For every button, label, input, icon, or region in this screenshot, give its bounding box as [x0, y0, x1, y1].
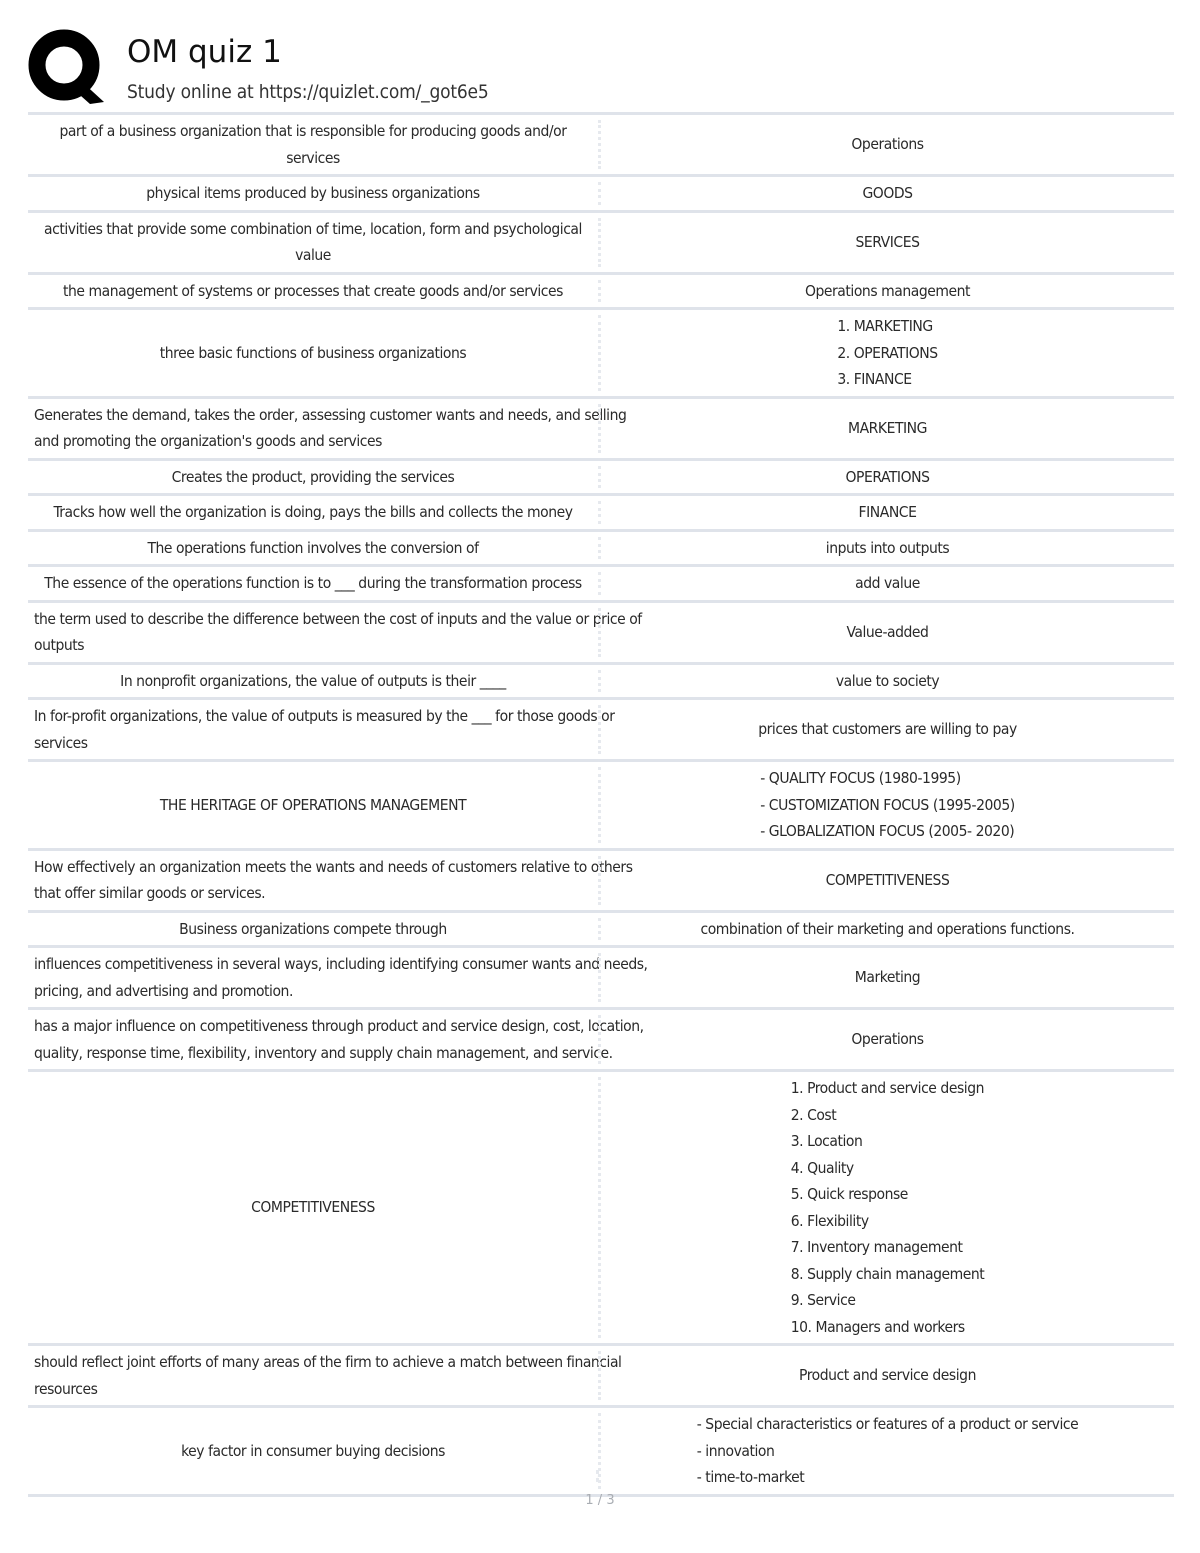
term-text-line: outputs [34, 636, 85, 654]
page-header [28, 28, 1174, 112]
definition-text-line: 9. Service [790, 1291, 856, 1309]
definition-text-line: Operations [851, 135, 924, 154]
flashcard-term [28, 496, 598, 529]
flashcard-row [28, 496, 1174, 532]
definition-text-line: value to society [835, 671, 940, 690]
flashcard-term [28, 532, 598, 565]
definition-text-line: inputs into outputs [825, 538, 950, 557]
flashcard-term [28, 948, 648, 1007]
definition-text-line: add value [855, 574, 920, 592]
flashcard-term [28, 115, 598, 174]
definition-text-line: - QUALITY FOCUS (1980-1995) [760, 769, 961, 787]
definition-text-line: Marketing [854, 968, 921, 987]
term-text-line: pricing, and advertising and promotion. [34, 981, 293, 1000]
flashcard-definition [601, 532, 1174, 565]
flashcard-definition [601, 603, 1174, 662]
flashcard-definition [601, 399, 1174, 458]
flashcard-term [28, 603, 642, 662]
flashcard-definition [601, 762, 1174, 848]
definition-text-line: 2. OPERATIONS [837, 343, 938, 362]
definition-text-line: OPERATIONS [845, 467, 930, 486]
page-title: OM quiz 1 [127, 34, 282, 70]
flashcard-term [28, 1346, 622, 1405]
definition-text-line: 7. Inventory management [790, 1238, 963, 1256]
term-text-line: In for-profit organizations, the value of outputs is measured by the ___ for those goods or [34, 707, 615, 725]
flashcard-definition [601, 1072, 1174, 1343]
flashcard-term [28, 213, 598, 272]
flashcard-row [28, 532, 1174, 568]
flashcard-term [28, 700, 615, 759]
flashcard-definition [601, 700, 1174, 759]
flashcard-definition [601, 913, 1174, 946]
flashcard-term [28, 1010, 644, 1069]
flashcard-list [28, 112, 1174, 1497]
term-text-line: quality, response time, flexibility, inventory and supply chain management, and service. [34, 1043, 613, 1062]
definition-text-line: 2. Cost [790, 1105, 837, 1124]
term-text-line: Creates the product, providing the services [171, 467, 455, 486]
term-text-line: Business organizations compete through [179, 919, 447, 938]
study-link-subtitle: Study online at https://quizlet.com/_got6e5 [127, 81, 489, 103]
flashcard-row [28, 762, 1174, 851]
flashcard-row [28, 913, 1174, 949]
definition-text-line: - GLOBALIZATION FOCUS (2005- 2020) [760, 822, 1015, 840]
term-text-line: Generates the demand, takes the order, assessing customer wants and needs, and selling [34, 405, 627, 424]
flashcard-row [28, 115, 1174, 177]
definition-text-line: - CUSTOMIZATION FOCUS (1995-2005) [760, 795, 1015, 814]
flashcard-definition [601, 567, 1174, 600]
term-text-line: the term used to describe the difference between the cost of inputs and the value or price of [34, 609, 642, 628]
flashcard-term [28, 310, 598, 396]
definition-text-line: FINANCE [858, 503, 917, 521]
term-text-line: How effectively an organization meets the wants and needs of customers relative to others [34, 857, 633, 876]
flashcard-term [28, 461, 598, 494]
definition-text-line: 3. Location [790, 1132, 863, 1150]
flashcard-term [28, 762, 598, 848]
flashcard-row [28, 948, 1174, 1010]
flashcard-term [28, 913, 598, 946]
definition-text-line: 1. MARKETING [837, 317, 933, 335]
definition-text-line: 5. Quick response [790, 1185, 908, 1203]
flashcard-row [28, 700, 1174, 762]
flashcard-term [28, 567, 598, 600]
definition-text-line: 4. Quality [790, 1158, 854, 1177]
definition-text-line: Operations management [804, 281, 971, 300]
flashcard-term [28, 275, 598, 308]
term-text-line: part of a business organization that is responsible for producing goods and/or services [59, 122, 567, 167]
term-text-line: should reflect joint efforts of many areas of the firm to achieve a match between financial [34, 1353, 622, 1371]
footer-divider [596, 1470, 599, 1482]
definition-text-line: 3. FINANCE [837, 370, 912, 388]
definition-text-line: 10. Managers and workers [790, 1317, 965, 1336]
page-number: 1 / 3 [585, 1493, 615, 1508]
flashcard-row [28, 177, 1174, 213]
definition-text-line: Product and service design [799, 1366, 976, 1385]
term-text-line: the management of systems or processes that create goods and/or services [63, 281, 563, 300]
flashcard-definition [601, 177, 1174, 210]
term-text-line: The essence of the operations function is to ___ during the transformation process [44, 574, 582, 592]
flashcard-definition [601, 310, 1174, 396]
definition-text-line: SERVICES [855, 232, 920, 251]
definition-text-line: - innovation [696, 1441, 775, 1460]
flashcard-definition [601, 461, 1174, 494]
flashcard-definition [601, 1346, 1174, 1405]
flashcard-row [28, 603, 1174, 665]
definition-text-line: prices that customers are willing to pay [758, 720, 1017, 739]
term-text-line: services [34, 733, 88, 752]
flashcard-term [28, 177, 598, 210]
term-text-line: three basic functions of business organizations [159, 343, 467, 362]
flashcard-definition [601, 275, 1174, 308]
term-text-line: physical items produced by business organizations [146, 184, 480, 202]
flashcard-row [28, 1408, 1174, 1497]
flashcard-term [28, 399, 627, 458]
definition-text-line: 1. Product and service design [790, 1079, 984, 1097]
definition-text-line: Operations [851, 1030, 924, 1049]
term-text-line: THE HERITAGE OF OPERATIONS MANAGEMENT [159, 795, 467, 814]
flashcard-term [28, 1408, 598, 1494]
definition-text-line: MARKETING [847, 418, 928, 437]
flashcard-row [28, 1072, 1174, 1346]
flashcard-definition [601, 1010, 1174, 1069]
definition-text-line: 6. Flexibility [790, 1211, 869, 1230]
term-text-line: resources [34, 1379, 98, 1398]
flashcard-row [28, 1010, 1174, 1072]
flashcard-definition [601, 665, 1174, 698]
flashcard-definition [601, 496, 1174, 529]
term-text-line: that offer similar goods or services. [34, 884, 266, 902]
term-text-line: key factor in consumer buying decisions [181, 1441, 445, 1460]
flashcard-definition [601, 1408, 1174, 1494]
flashcard-term [28, 1072, 598, 1343]
flashcard-row [28, 213, 1174, 275]
flashcard-row [28, 275, 1174, 311]
flashcard-definition [601, 115, 1174, 174]
flashcard-row [28, 461, 1174, 497]
term-text-line: In nonprofit organizations, the value of outputs is their ____ [120, 671, 506, 690]
definition-text-line: Value-added [846, 622, 929, 641]
flashcard-row [28, 1346, 1174, 1408]
flashcard-row [28, 851, 1174, 913]
term-text-line: The operations function involves the conversion of [147, 538, 479, 557]
flashcard-definition [601, 851, 1174, 910]
flashcard-definition [601, 213, 1174, 272]
flashcard-row [28, 399, 1174, 461]
term-text-line: has a major influence on competitiveness through product and service design, cost, location, [34, 1017, 644, 1035]
quizlet-logo-icon [28, 28, 108, 108]
flashcard-row [28, 665, 1174, 701]
flashcard-definition [601, 948, 1174, 1007]
term-text-line: and promoting the organization's goods and services [34, 432, 382, 450]
flashcard-row [28, 567, 1174, 603]
definition-text-line: - Special characteristics or features of a product or service [696, 1415, 1079, 1433]
flashcard-term [28, 665, 598, 698]
definition-text-line: 8. Supply chain management [790, 1264, 985, 1283]
definition-text-line: COMPETITIVENESS [825, 870, 950, 889]
definition-text-line: combination of their marketing and operations functions. [700, 919, 1075, 938]
definition-text-line: - time-to-market [696, 1468, 805, 1486]
flashcard-term [28, 851, 633, 910]
term-text-line: influences competitiveness in several ways, including identifying consumer wants and needs, [34, 955, 648, 973]
definition-text-line: GOODS [862, 184, 913, 202]
flashcard-row [28, 310, 1174, 399]
term-text-line: activities that provide some combination of time, location, form and psychological value [44, 219, 582, 264]
term-text-line: COMPETITIVENESS [251, 1198, 375, 1217]
term-text-line: Tracks how well the organization is doing, pays the bills and collects the money [53, 503, 573, 521]
